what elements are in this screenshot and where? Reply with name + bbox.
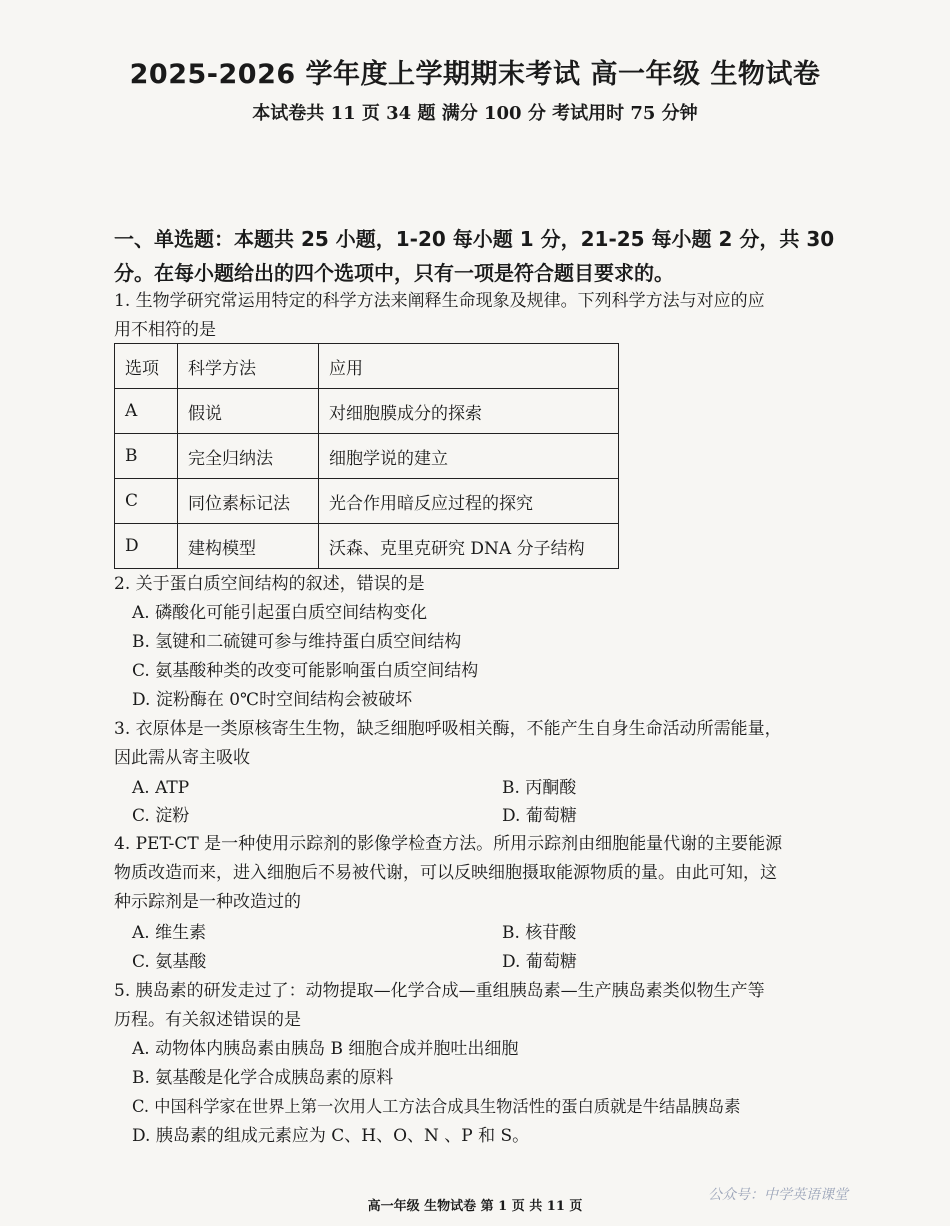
question-3-option-b: B. 丙酮酸 [502,778,577,798]
question-3-option-d: D. 葡萄糖 [502,806,577,826]
table-cell: 细胞学说的建立 [319,434,619,479]
question-5-option-c: C. 中国科学家在世界上第一次用人工方法合成具生物活性的蛋白质就是牛结晶胰岛素 [132,1097,741,1116]
table-row [115,434,619,479]
question-4-stem [114,830,884,917]
question-4-stem-line3: 种示踪剂是一种改造过的 [114,892,301,912]
watermark: 公众号：中学英语课堂 [708,1187,848,1203]
table-header-cell: 选项 [115,344,178,389]
question-4-option-b: B. 核苷酸 [502,923,577,943]
question-4-stem-line1: 4. PET-CT 是一种使用示踪剂的影像学检查方法。所用示踪剂由细胞能量代谢的主要能源 [114,834,783,854]
table-row [115,479,619,524]
table-cell: A [115,389,178,434]
question-2-option-c: C. 氨基酸种类的改变可能影响蛋白质空间结构 [132,661,479,681]
table-cell: 建构模型 [178,524,319,569]
table-cell: 假说 [178,389,319,434]
question-2-option-a: A. 磷酸化可能引起蛋白质空间结构变化 [132,603,428,623]
section-heading-line2: 分。在每小题给出的四个选项中，只有一项是符合题目要求的。 [114,261,674,285]
question-5-option-a: A. 动物体内胰岛素由胰岛 B 细胞合成并胞吐出细胞 [132,1039,519,1059]
table-header-row [115,344,619,389]
question-1-stem-line1: 1. 生物学研究常运用特定的科学方法来阐释生命现象及规律。下列科学方法与对应的应 [114,291,765,311]
table-cell: C [115,479,178,524]
question-1-stem-line2: 用不相符的是 [114,320,216,340]
question-1-table [114,343,619,569]
question-3-stem-line2: 因此需从寄主吸收 [114,748,250,768]
table-cell: 完全归纳法 [178,434,319,479]
question-3-option-c: C. 淀粉 [132,806,190,826]
question-3-stem [114,715,884,773]
question-1-stem [114,287,884,345]
page-title: 2025-2026 学年度上学期期末考试 高一年级 生物试卷 [129,59,821,90]
section-heading [114,222,874,290]
table-cell: D [115,524,178,569]
question-2-option-b: B. 氢键和二硫键可参与维持蛋白质空间结构 [132,632,462,652]
question-5-stem-line1: 5. 胰岛素的研发走过了：动物提取—化学合成—重组胰岛素—生产胰岛素类似物生产等 [114,981,765,1001]
question-2-stem: 2. 关于蛋白质空间结构的叙述，错误的是 [114,574,425,594]
exam-info: 本试卷共 11 页 34 题 满分 100 分 考试用时 75 分钟 [252,103,698,124]
table-cell: 光合作用暗反应过程的探究 [319,479,619,524]
page-footer: 高一年级 生物试卷 第 1 页 共 11 页 [367,1199,583,1214]
table-cell: B [115,434,178,479]
table-header-cell: 应用 [319,344,619,389]
question-4-stem-line2: 物质改造而来，进入细胞后不易被代谢，可以反映细胞摄取能源物质的量。由此可知，这 [114,863,777,883]
question-4-option-c: C. 氨基酸 [132,952,207,972]
table-row [115,389,619,434]
question-4-option-d: D. 葡萄糖 [502,952,577,972]
question-2-option-d: D. 淀粉酶在 0℃时空间结构会被破坏 [132,690,413,710]
question-3-stem-line1: 3. 衣原体是一类原核寄生生物，缺乏细胞呼吸相关酶，不能产生自身生命活动所需能量， [114,719,782,739]
question-5-option-b: B. 氨基酸是化学合成胰岛素的原料 [132,1068,394,1088]
table-header-cell: 科学方法 [178,344,319,389]
question-4-option-a: A. 维生素 [132,923,207,943]
table-cell: 同位素标记法 [178,479,319,524]
question-5-stem [114,977,884,1035]
question-5-option-d: D. 胰岛素的组成元素应为 C、H、O、N 、P 和 S。 [132,1126,530,1146]
question-5-stem-line2: 历程。有关叙述错误的是 [114,1010,301,1030]
table-cell: 沃森、克里克研究 DNA 分子结构 [319,524,619,569]
table-cell: 对细胞膜成分的探索 [319,389,619,434]
table-row [115,524,619,569]
question-3-option-a: A. ATP [132,778,190,798]
section-heading-line1: 一、单选题：本题共 25 小题，1-20 每小题 1 分，21-25 每小题 2 分，共 30 [114,227,835,251]
